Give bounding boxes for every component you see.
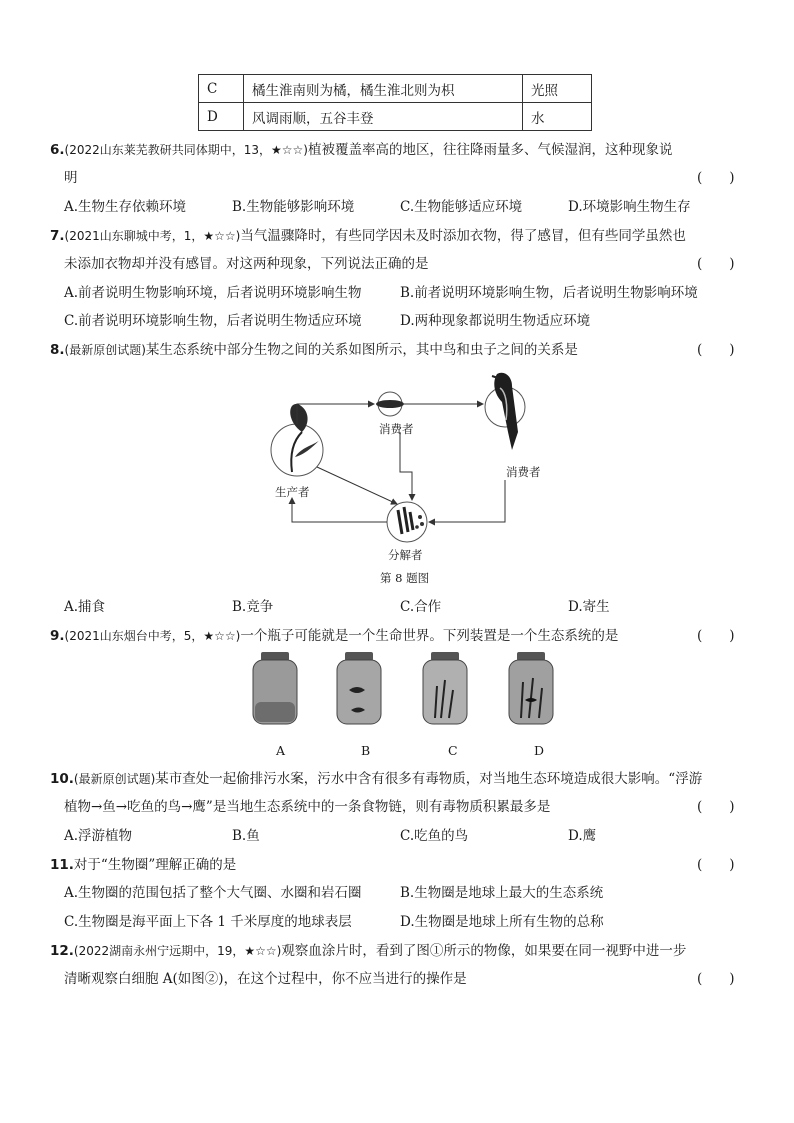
answer-blank: ( ) (697, 628, 735, 644)
option-c: C.吃鱼的鸟 (400, 828, 469, 844)
option-b: B.前者说明环境影响生物，后者说明生物影响环境 (400, 285, 698, 301)
jar-c (423, 652, 467, 724)
question-stem: 植被覆盖率高的地区，往往降雨量多、气候湿润，这种现象说 (307, 142, 673, 158)
option-d: D.环境影响生物生存 (568, 199, 691, 215)
answer-blank: ( ) (697, 799, 735, 815)
option-b: B.竞争 (232, 599, 274, 615)
arrow-decomposer-to-producer (292, 498, 387, 522)
question-source: (最新原创试题) (73, 772, 156, 786)
answer-blank: ( ) (697, 971, 735, 987)
arrow-bird-to-decomposer (429, 480, 505, 522)
question-7-line1 (50, 224, 686, 244)
ecosystem-diagram (262, 362, 542, 562)
producer-circle (271, 424, 323, 476)
arrow-producer-to-insect (297, 404, 374, 424)
option-c: C.合作 (400, 599, 442, 615)
question-9-line1 (50, 624, 618, 644)
factor-table (198, 74, 592, 131)
jar-d (509, 652, 553, 724)
producer-label: 生产者 (275, 485, 310, 499)
option-d: D.两种现象都说明生物适应环境 (400, 313, 591, 329)
question-stem: 一个瓶子可能就是一个生命世界。下列装置是一个生态系统的是 (240, 628, 619, 644)
table-cell-proverb: 橘生淮南则为橘，橘生淮北则为枳 (244, 75, 523, 103)
question-10-line1 (50, 767, 702, 787)
question-10-line2: 植物→鱼→吃鱼的鸟→鹰”是当地生态系统中的一条食物链，则有毒物质积累最多是 (64, 799, 551, 815)
option-a: A.前者说明生物影响环境，后者说明环境影响生物 (64, 285, 362, 301)
table-cell-letter: D (199, 103, 244, 131)
arrow-insect-to-decomposer (400, 432, 412, 500)
question-6-line2: 明 (64, 170, 78, 186)
question-stem: 当气温骤降时，有些同学因未及时添加衣物，得了感冒，但有些同学虽然也 (240, 228, 686, 244)
question-stem: 观察血涂片时，看到了图①所示的物像，如果要在同一视野中进一步 (281, 943, 687, 959)
jar-label-b: B (361, 743, 371, 758)
option-a: A.生物生存依赖环境 (64, 199, 187, 215)
question-number: 7. (50, 228, 65, 244)
question-6-line1 (50, 138, 672, 158)
answer-blank: ( ) (697, 857, 735, 873)
question-source: (2021山东烟台中考，5，★☆☆) (64, 629, 241, 643)
question-number: 9. (50, 628, 65, 644)
question-stem: 某市查处一起偷排污水案，污水中含有很多有毒物质，对当地生态环境造成很大影响。“浮游 (155, 771, 703, 787)
question-stem: 对于“生物圈”理解正确的是 (73, 857, 237, 873)
question-source: (2022山东莱芜教研共同体期中，13，★☆☆) (64, 143, 308, 157)
jar-label-a: A (276, 743, 286, 758)
leaf-icon (290, 404, 320, 472)
option-b: B.鱼 (232, 828, 260, 844)
option-d: D.鹰 (568, 828, 597, 844)
jar-a (253, 652, 297, 724)
jar-label-d: D (534, 743, 545, 758)
question-source: (2022湖南永州宁远期中，19，★☆☆) (73, 944, 282, 958)
figure-caption: 第 8 题图 (380, 571, 430, 585)
question-12-line2: 清晰观察白细胞 A(如图②)，在这个过程中，你不应当进行的操作是 (64, 971, 467, 987)
table-row (199, 75, 592, 103)
question-number: 6. (50, 142, 65, 158)
table-cell-factor: 水 (523, 103, 592, 131)
decomposer-label: 分解者 (388, 548, 423, 562)
option-b: B.生物能够影响环境 (232, 199, 355, 215)
question-source: (2021山东聊城中考，1，★☆☆) (64, 229, 241, 243)
jar-b (337, 652, 381, 724)
question-12-line1 (50, 939, 686, 959)
option-d: D.寄生 (568, 599, 610, 615)
question-number: 10. (50, 771, 74, 787)
option-c: C.生物圈是海平面上下各 1 千米厚度的地球表层 (64, 914, 352, 930)
consumer2-label: 消费者 (506, 465, 541, 479)
option-c: C.前者说明环境影响生物，后者说明生物适应环境 (64, 313, 362, 329)
question-7-line2: 未添加衣物却并没有感冒。对这两种现象，下列说法正确的是 (64, 256, 429, 272)
caterpillar-icon (376, 400, 404, 408)
jar-label-c: C (448, 743, 458, 758)
bird-icon (492, 373, 518, 450)
fungi-icon (398, 507, 424, 534)
option-c: C.生物能够适应环境 (400, 199, 523, 215)
question-number: 11. (50, 857, 74, 873)
question-stem: 某生态系统中部分生物之间的关系如图所示，其中鸟和虫子之间的关系是 (145, 342, 578, 358)
jars-figure (245, 650, 565, 730)
question-8-line1 (50, 338, 578, 358)
consumer1-label: 消费者 (379, 422, 414, 436)
question-source: (最新原创试题) (64, 343, 146, 357)
question-number: 12. (50, 943, 74, 959)
option-a: A.生物圈的范围包括了整个大气圈、水圈和岩石圈 (64, 885, 362, 901)
option-a: A.浮游植物 (64, 828, 133, 844)
answer-blank: ( ) (697, 170, 735, 186)
answer-blank: ( ) (697, 256, 735, 272)
table-cell-factor: 光照 (523, 75, 592, 103)
table-cell-letter: C (199, 75, 244, 103)
question-number: 8. (50, 342, 65, 358)
option-b: B.生物圈是地球上最大的生态系统 (400, 885, 604, 901)
question-11-line1 (50, 853, 236, 873)
option-d: D.生物圈是地球上所有生物的总称 (400, 914, 604, 930)
table-cell-proverb: 风调雨顺，五谷丰登 (244, 103, 523, 131)
arrow-producer-to-decomposer (317, 467, 397, 504)
option-a: A.捕食 (64, 599, 106, 615)
answer-blank: ( ) (697, 342, 735, 358)
table-row (199, 103, 592, 131)
